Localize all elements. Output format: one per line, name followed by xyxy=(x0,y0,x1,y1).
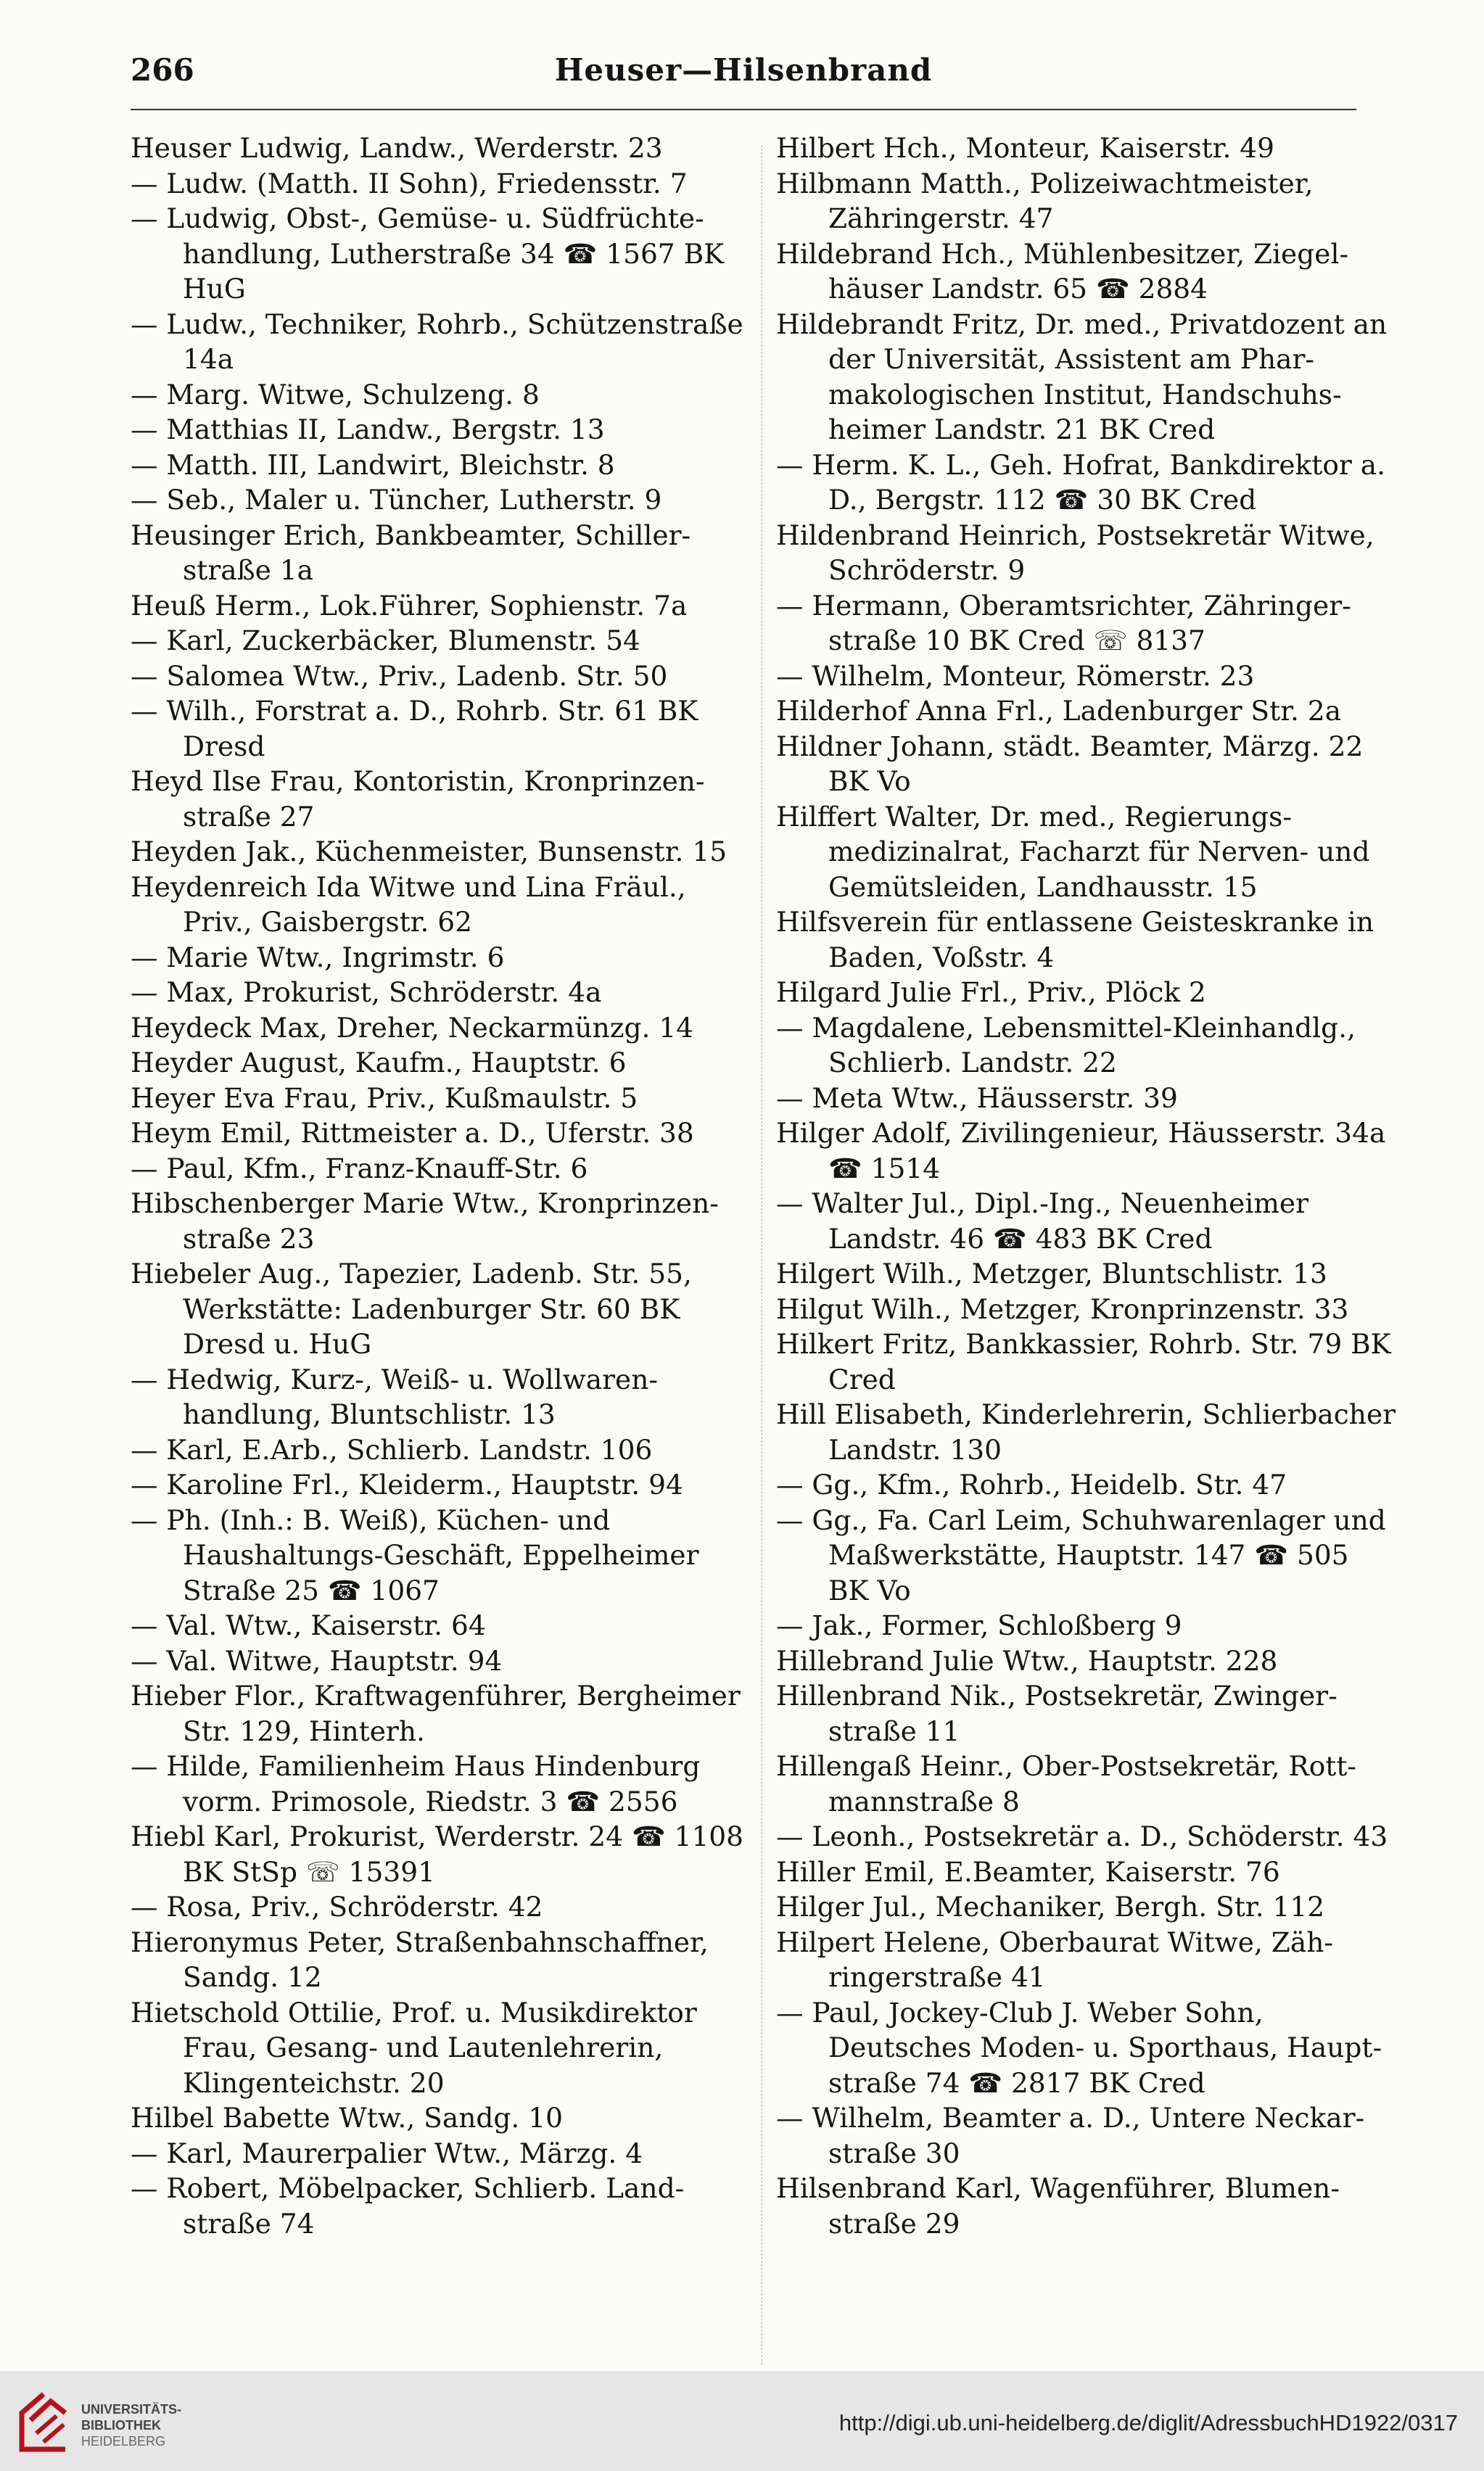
directory-entry: — Gg., Fa. Carl Leim, Schuhwarenlager und Maßwerkstätte, Hauptstr. 147 ☎ 505 BK Vo xyxy=(776,1503,1386,1606)
directory-entry: — Meta Wtw., Häusserstr. 39 xyxy=(776,1081,1178,1114)
library-logo-text xyxy=(81,2401,181,2449)
directory-entry: — Ph. (Inh.: B. Weiß), Küchen- und Haushaltungs-Geschäft, Eppelheimer Straße 25 ☎ 1067 xyxy=(131,1503,699,1606)
directory-entry: Hiebeler Aug., Tapezier, Ladenb. Str. 55, Werkstätte: Ladenburger Str. 60 BK Dresd u. HuG xyxy=(131,1258,692,1360)
directory-entry: Hillengaß Heinr., Ober-Postsekretär, Rottmannstraße 8 xyxy=(776,1750,1357,1818)
directory-entry: — Val. Witwe, Hauptstr. 94 xyxy=(131,1644,503,1677)
directory-entry: Hilbmann Matth., Polizeiwachtmeister, Zähringerstr. 47 xyxy=(776,167,1314,234)
header-rule xyxy=(131,109,1356,110)
directory-entry: Heyder August, Kaufm., Hauptstr. 6 xyxy=(131,1047,627,1078)
directory-entry: Hilgard Julie Frl., Priv., Plöck 2 xyxy=(776,976,1206,1008)
directory-entry: — Hilde, Familienheim Haus Hindenburg vorm. Primosole, Riedstr. 3 ☎ 2556 xyxy=(131,1750,701,1818)
directory-entry: Hildenbrand Heinrich, Postsekretär Witwe, Schröderstr. 9 xyxy=(776,519,1374,586)
directory-entry: Hillebrand Julie Wtw., Hauptstr. 228 xyxy=(776,1644,1278,1677)
directory-entry: — Hermann, Oberamtsrichter, Zähringerstraße 10 BK Cred ☏ 8137 xyxy=(776,589,1351,656)
directory-entry: Hildebrand Hch., Mühlenbesitzer, Ziegelhäuser Landstr. 65 ☎ 2884 xyxy=(776,237,1349,305)
directory-entry: — Paul, Kfm., Franz-Knauff-Str. 6 xyxy=(131,1152,588,1184)
footer-bar xyxy=(0,2372,1484,2471)
directory-entry: — Gg., Kfm., Rohrb., Heidelb. Str. 47 xyxy=(776,1469,1287,1501)
directory-entry: Hilderhof Anna Frl., Ladenburger Str. 2a xyxy=(776,695,1342,727)
directory-entry: Hillenbrand Nik., Postsekretär, Zwingerstraße 11 xyxy=(776,1680,1337,1747)
directory-entry: Heydenreich Ida Witwe und Lina Fräul., Priv., Gaisbergstr. 62 xyxy=(131,870,686,938)
directory-entry: Hieber Flor., Kraftwagenführer, Bergheimer Str. 129, Hinterh. xyxy=(131,1680,741,1747)
directory-entry: Hiller Emil, E.Beamter, Kaiserstr. 76 xyxy=(776,1855,1280,1888)
directory-entry: Heuser Ludwig, Landw., Werderstr. 23 xyxy=(131,132,663,164)
directory-entry: — Ludwig, Obst-, Gemüse- u. Südfrüchtehandlung, Lutherstraße 34 ☎ 1567 BK HuG xyxy=(131,202,725,305)
directory-entry: — Val. Wtw., Kaiserstr. 64 xyxy=(131,1609,486,1641)
page-number: 266 xyxy=(131,52,194,88)
directory-entry: Hilffert Walter, Dr. med., Regierungsmedizinalrat, Facharzt für Nerven- und Gemütsleiden, Landhausstr. 15 xyxy=(776,800,1370,903)
source-url[interactable]: http://digi.ub.uni-heidelberg.de/diglit/AdressbuchHD1922/0317 xyxy=(838,2410,1458,2435)
directory-entry: Hildebrandt Fritz, Dr. med., Privatdozent an der Universität, Assistent am Pharmakologischen Institut, Handschuhsheimer Landstr. 21 BK Cred xyxy=(776,308,1388,445)
directory-entry: — Karl, E.Arb., Schlierb. Landstr. 106 xyxy=(131,1433,653,1466)
directory-entry: Hilbel Babette Wtw., Sandg. 10 xyxy=(131,2102,563,2134)
directory-entry: Hiebl Karl, Prokurist, Werderstr. 24 ☎ 1108 BK StSp ☏ 15391 xyxy=(131,1820,744,1888)
right-column xyxy=(776,131,1396,2241)
directory-entry: — Karl, Zuckerbäcker, Blumenstr. 54 xyxy=(131,624,640,656)
directory-entry: Hildner Johann, städt. Beamter, Märzg. 22 BK Vo xyxy=(776,730,1364,797)
logo-line-1: UNIVERSITÄTS- xyxy=(81,2402,182,2417)
logo-line-2: BIBLIOTHEK xyxy=(81,2418,161,2433)
directory-entry: Heydeck Max, Dreher, Neckarmünzg. 14 xyxy=(131,1011,694,1044)
directory-entry: — Salomea Wtw., Priv., Ladenb. Str. 50 xyxy=(131,659,668,692)
directory-entry: Hietschold Ottilie, Prof. u. Musikdirektor Frau, Gesang- und Lautenlehrerin, Klingenteichstr. 20 xyxy=(131,1996,697,2099)
directory-entry: Heusinger Erich, Bankbeamter, Schillerstraße 1a xyxy=(131,519,691,586)
directory-entry: — Rosa, Priv., Schröderstr. 42 xyxy=(131,1891,543,1923)
running-head: Heuser—Hilsenbrand xyxy=(554,52,933,88)
directory-entry: — Seb., Maler u. Tüncher, Lutherstr. 9 xyxy=(131,484,662,516)
directory-entry: — Marie Wtw., Ingrimstr. 6 xyxy=(131,941,505,973)
directory-entry: Heyer Eva Frau, Priv., Kußmaulstr. 5 xyxy=(131,1081,638,1114)
directory-entry: — Ludw. (Matth. II Sohn), Friedensstr. 7 xyxy=(131,167,688,199)
directory-entry: — Matth. III, Landwirt, Bleichstr. 8 xyxy=(131,448,615,481)
library-logo-icon xyxy=(15,2391,73,2454)
directory-entry: — Marg. Witwe, Schulzeng. 8 xyxy=(131,378,540,411)
directory-entry: — Wilh., Forstrat a. D., Rohrb. Str. 61 BK Dresd xyxy=(131,695,698,762)
directory-entry: — Leonh., Postsekretär a. D., Schöderstr. 43 xyxy=(776,1820,1388,1852)
directory-entry: Heym Emil, Rittmeister a. D., Uferstr. 38 xyxy=(131,1117,694,1149)
directory-entry: Hilkert Fritz, Bankkassier, Rohrb. Str. 79 BK Cred xyxy=(776,1328,1391,1395)
directory-entry: Heyd Ilse Frau, Kontoristin, Kronprinzenstraße 27 xyxy=(131,765,705,833)
directory-entry: — Magdalene, Lebensmittel-Kleinhandlg., Schlierb. Landstr. 22 xyxy=(776,1011,1356,1078)
logo-line-3: HEIDELBERG xyxy=(81,2434,166,2449)
directory-entry: Hilger Adolf, Zivilingenieur, Häusserstr. 34a ☎ 1514 xyxy=(776,1117,1386,1184)
directory-entry: Hibschenberger Marie Wtw., Kronprinzenstraße 23 xyxy=(131,1187,719,1255)
page-header xyxy=(131,52,1356,103)
directory-entry: — Karoline Frl., Kleiderm., Hauptstr. 94 xyxy=(131,1469,683,1501)
directory-entry: Heuß Herm., Lok.Führer, Sophienstr. 7a xyxy=(131,589,688,622)
left-column xyxy=(131,131,751,2241)
directory-entry: Heyden Jak., Küchenmeister, Bunsenstr. 15 xyxy=(131,836,727,867)
directory-entry: — Karl, Maurerpalier Wtw., Märzg. 4 xyxy=(131,2137,643,2169)
directory-entry: — Paul, Jockey-Club J. Weber Sohn, Deutsches Moden- u. Sporthaus, Hauptstraße 74 ☎ 2817 BK Cred xyxy=(776,1996,1382,2099)
directory-entry: Hilgut Wilh., Metzger, Kronprinzenstr. 33 xyxy=(776,1292,1349,1325)
directory-entry: Hieronymus Peter, Straßenbahnschaffner, Sandg. 12 xyxy=(131,1926,709,1993)
directory-entry: — Wilhelm, Beamter a. D., Untere Neckarstraße 30 xyxy=(776,2102,1365,2169)
directory-entry: — Walter Jul., Dipl.-Ing., Neuenheimer Landstr. 46 ☎ 483 BK Cred xyxy=(776,1187,1308,1255)
directory-entry: — Matthias II, Landw., Bergstr. 13 xyxy=(131,413,605,445)
directory-entry: — Jak., Former, Schloßberg 9 xyxy=(776,1609,1182,1641)
directory-entry: Hilsenbrand Karl, Wagenführer, Blumenstraße 29 xyxy=(776,2172,1340,2240)
directory-entry: — Wilhelm, Monteur, Römerstr. 23 xyxy=(776,659,1255,692)
directory-entry: — Robert, Möbelpacker, Schlierb. Landstraße 74 xyxy=(131,2172,685,2240)
directory-entry: Hill Elisabeth, Kinderlehrerin, Schlierbacher Landstr. 130 xyxy=(776,1398,1396,1466)
directory-entry: — Max, Prokurist, Schröderstr. 4a xyxy=(131,976,602,1008)
directory-entry: — Ludw., Techniker, Rohrb., Schützenstraße 14a xyxy=(131,308,743,375)
directory-entry: Hilbert Hch., Monteur, Kaiserstr. 49 xyxy=(776,132,1275,164)
directory-entry: — Hedwig, Kurz-, Weiß- u. Wollwarenhandlung, Bluntschlistr. 13 xyxy=(131,1363,659,1430)
library-logo[interactable] xyxy=(15,2387,218,2459)
directory-entry: — Herm. K. L., Geh. Hofrat, Bankdirektor a. D., Bergstr. 112 ☎ 30 BK Cred xyxy=(776,448,1386,516)
directory-entry: Hilger Jul., Mechaniker, Bergh. Str. 112 xyxy=(776,1891,1325,1923)
directory-entry: Hilgert Wilh., Metzger, Bluntschlistr. 13 xyxy=(776,1258,1327,1290)
directory-entry: Hilpert Helene, Oberbaurat Witwe, Zähringerstraße 41 xyxy=(776,1926,1334,1993)
directory-entry: Hilfsverein für entlassene Geisteskranke in Baden, Voßstr. 4 xyxy=(776,906,1374,973)
